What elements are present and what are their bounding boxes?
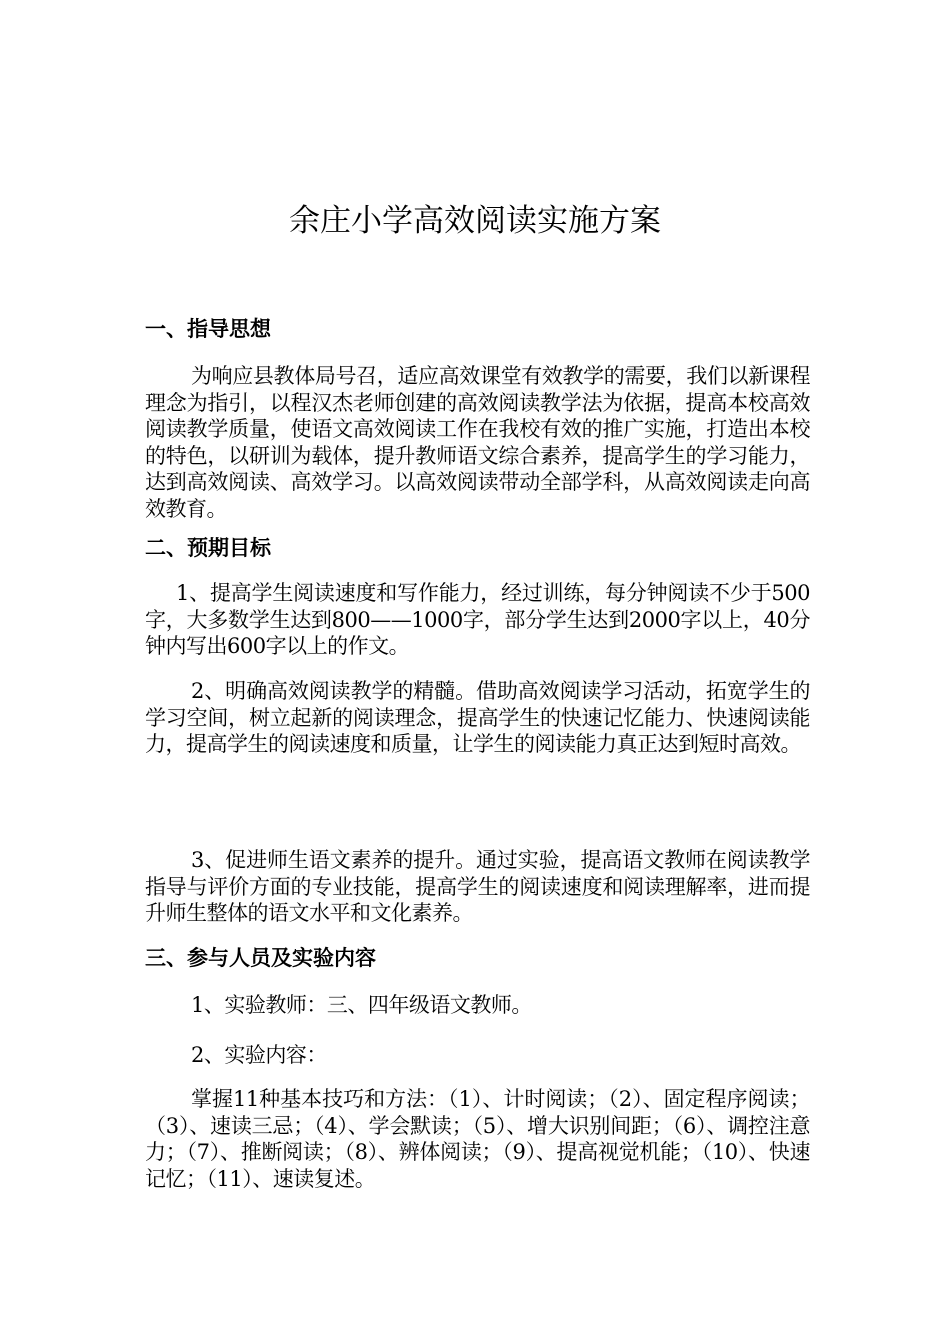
- section-heading-participants: 三、参与人员及实验内容: [145, 946, 376, 970]
- paragraph-experiment-teachers: 1、实验教师：三、四年级语文教师。: [191, 993, 532, 1017]
- paragraph-goal-1: 1、提高学生阅读速度和写作能力，经过训练，每分钟阅读不少于500字，大多数学生达到800——1000字，部分学生达到2000字以上，40分钟内写出600字以上的作文。: [145, 581, 810, 658]
- paragraph-goal-2: 2、明确高效阅读教学的精髓。借助高效阅读学习活动，拓宽学生的学习空间，树立起新的阅读理念，提高学生的快速记忆能力、快速阅读能力，提高学生的阅读速度和质量，让学生的阅读能力真正达到短时高效。: [145, 679, 810, 756]
- document-title: 余庄小学高效阅读实施方案: [289, 203, 661, 239]
- section-heading-expected-goals: 二、预期目标: [145, 536, 271, 560]
- paragraph-experiment-content-label: 2、实验内容：: [191, 1043, 327, 1067]
- paragraph-goal-3: 3、促进师生语文素养的提升。通过实验，提高语文教师在阅读教学指导与评价方面的专业技能，提高学生的阅读速度和阅读理解率，进而提升师生整体的语文水平和文化素养。: [145, 848, 810, 925]
- paragraph-guiding-ideology: 为响应县教体局号召，适应高效课堂有效教学的需要，我们以新课程理念为指引，以程汉杰老师创建的高效阅读教学法为依据，提高本校高效阅读教学质量，使语文高效阅读工作在我校有效的推广实施，打造出本校的特色，以研训为载体，提升教师语文综合素养，提高学生的学习能力，达到高效阅读、高效学习。以高效阅读带动全部学科，从高效阅读走向高效教育。: [145, 364, 810, 521]
- section-heading-guiding-ideology: 一、指导思想: [145, 317, 271, 341]
- paragraph-experiment-content: 掌握11种基本技巧和方法：（1）、计时阅读；（2）、固定程序阅读；（3）、速读三忌；（4）、学会默读；（5）、增大识别间距；（6）、调控注意力；（7）、推断阅读；（8）、辨体阅读；（9）、提高视觉机能；（10）、快速记忆；（11）、速读复述。: [145, 1087, 810, 1191]
